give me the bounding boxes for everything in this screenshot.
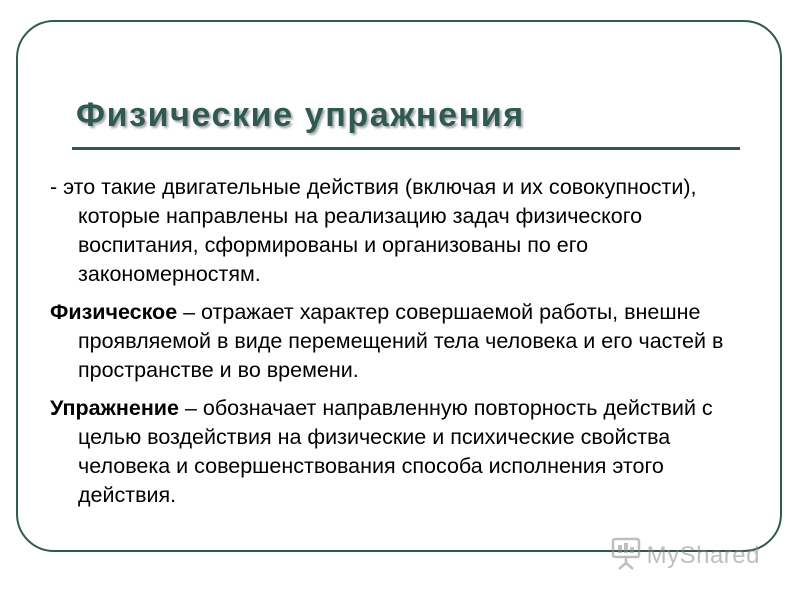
myshared-watermark [611, 536, 760, 576]
exercise-paragraph [50, 394, 762, 510]
title-underline [72, 147, 740, 150]
exercise-explanation: – обозначает направленную повторность действий с целью воздействия на физические и психические свойства человека и совершенствования способа исполнения этого действия. [78, 396, 713, 507]
physical-paragraph [50, 298, 762, 385]
definition-paragraph: - это такие двигательные действия (включая и их совокупности), которые направлены на реализацию задач физического воспитания, сформированы и организованы по его закономерностям. [50, 175, 697, 286]
exercise-term: Упражнение [50, 396, 179, 420]
slide-title: Физические упражнения [76, 96, 525, 134]
physical-term: Физическое [50, 300, 178, 324]
physical-explanation: – отражает характер совершаемой работы, внешне проявляемой в виде перемещений тела человека и его частей в пространстве и во времени. [78, 300, 724, 382]
slide-body [50, 173, 762, 510]
watermark-text: MyShared [646, 542, 760, 569]
presentation-board-icon [611, 537, 641, 576]
